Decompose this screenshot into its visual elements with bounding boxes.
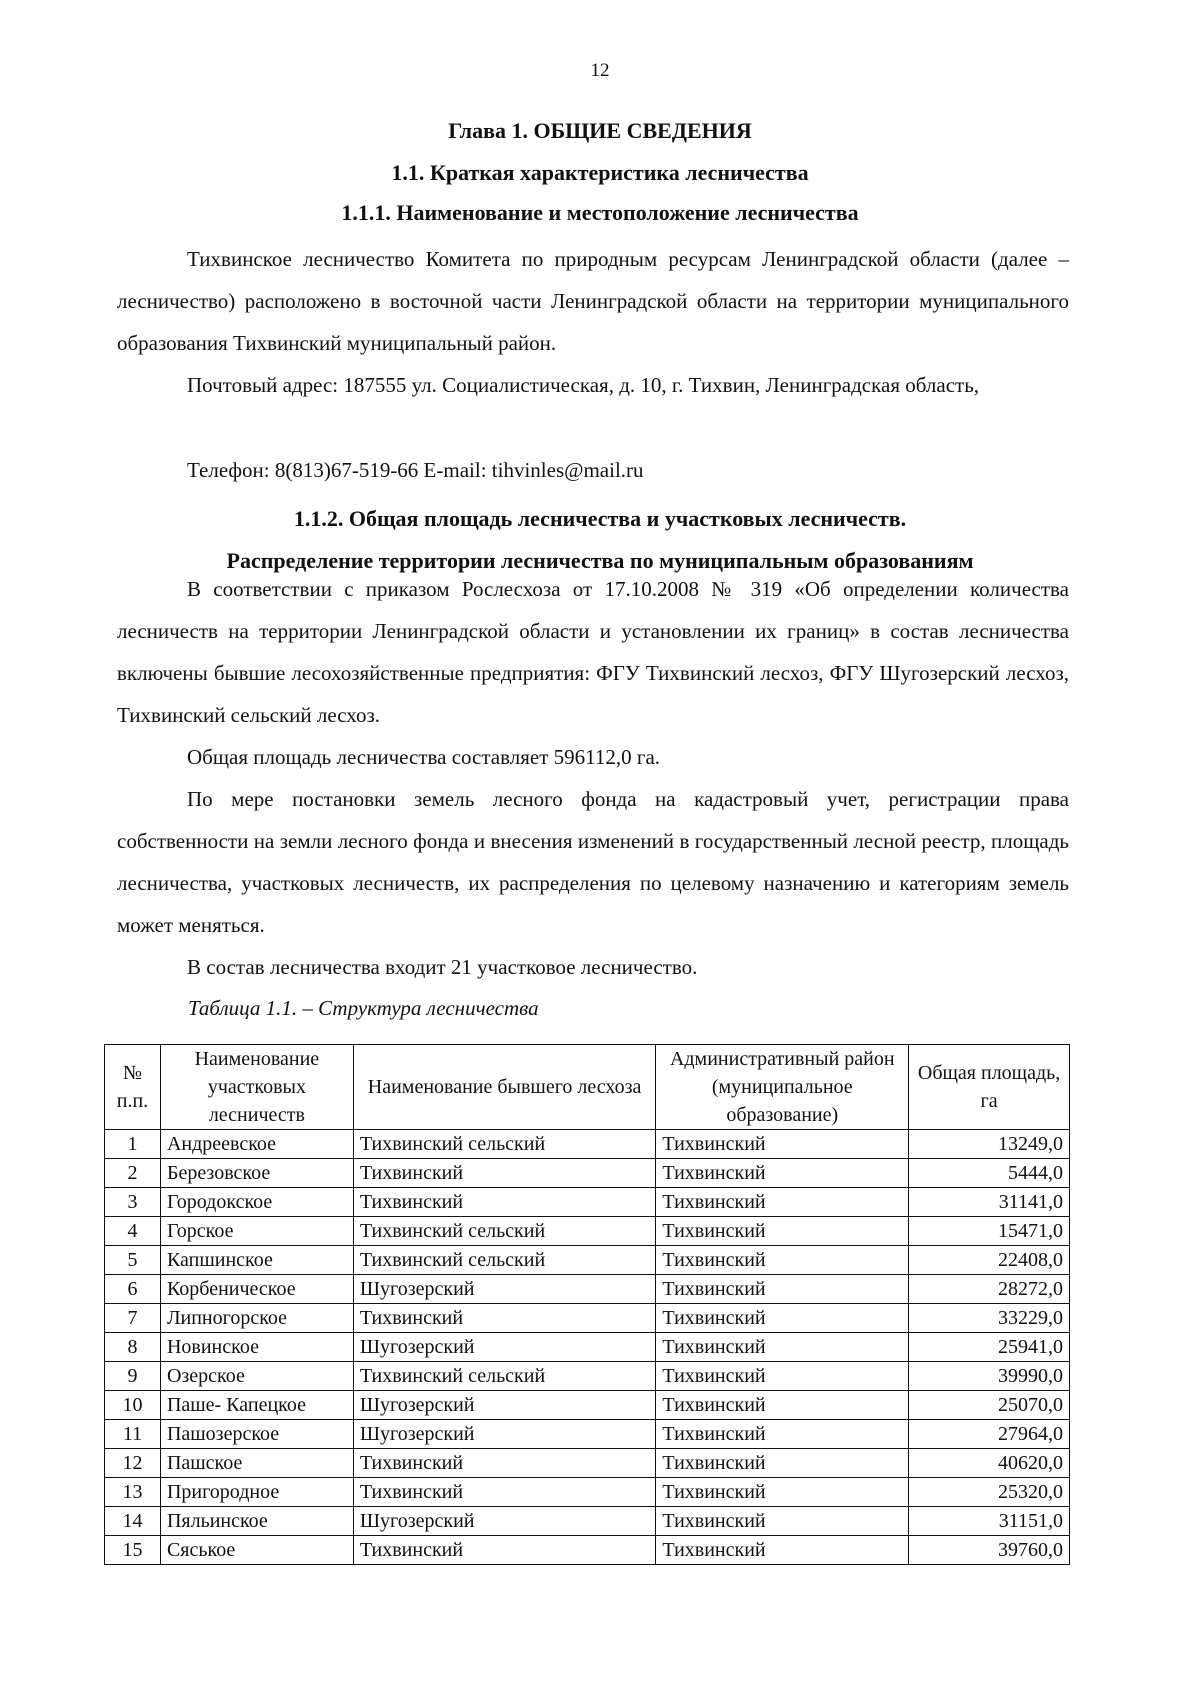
total-area-cell: 5444,0	[909, 1159, 1070, 1188]
table-row	[105, 1246, 1070, 1275]
row-number-cell: 12	[105, 1449, 161, 1478]
admin-district-cell: Тихвинский	[656, 1536, 909, 1565]
district-name-cell: Корбеническое	[160, 1275, 353, 1304]
row-number-cell: 9	[105, 1362, 161, 1391]
admin-district-cell: Тихвинский	[656, 1188, 909, 1217]
total-area-cell: 39760,0	[909, 1536, 1070, 1565]
row-number-cell: 13	[105, 1478, 161, 1507]
district-name-cell: Озерское	[160, 1362, 353, 1391]
total-area-cell: 15471,0	[909, 1217, 1070, 1246]
district-name-cell: Горское	[160, 1217, 353, 1246]
total-area-cell: 31151,0	[909, 1507, 1070, 1536]
table-row	[105, 1449, 1070, 1478]
former-leskhoz-cell: Шугозерский	[353, 1391, 656, 1420]
row-number-cell: 15	[105, 1536, 161, 1565]
table-body	[105, 1130, 1070, 1565]
table-row	[105, 1391, 1070, 1420]
admin-district-cell: Тихвинский	[656, 1449, 909, 1478]
header-former-leskhoz: Наименование бывшего лесхоза	[353, 1045, 656, 1130]
former-leskhoz-cell: Тихвинский	[353, 1449, 656, 1478]
total-area-cell: 22408,0	[909, 1246, 1070, 1275]
header-total-area: Общая площадь, га	[909, 1045, 1070, 1130]
former-leskhoz-cell: Тихвинский сельский	[353, 1362, 656, 1391]
table-header-row	[105, 1045, 1070, 1130]
district-name-cell: Пашозерское	[160, 1420, 353, 1449]
row-number-cell: 14	[105, 1507, 161, 1536]
total-area-cell: 25941,0	[909, 1333, 1070, 1362]
total-area-cell: 28272,0	[909, 1275, 1070, 1304]
table-row	[105, 1478, 1070, 1507]
row-number-cell: 5	[105, 1246, 161, 1275]
paragraph-changes: По мере постановки земель лесного фонда на кадастровый учет, регистрации права собственности на земли лесного фонда и внесения изменений в государственный лесной реестр, площадь лесничества, участковых лесничеств, их распределения по целевому назначению и категориям земель может меняться.	[117, 787, 1069, 937]
header-district-name: Наименование участковых лесничеств	[160, 1045, 353, 1130]
total-area-cell: 25070,0	[909, 1391, 1070, 1420]
district-name-cell: Березовское	[160, 1159, 353, 1188]
total-area-cell: 31141,0	[909, 1188, 1070, 1217]
former-leskhoz-cell: Шугозерский	[353, 1275, 656, 1304]
paragraph-total-area: Общая площадь лесничества составляет 596112,0 га.	[187, 745, 661, 769]
paragraph-count: В состав лесничества входит 21 участковое лесничество.	[187, 955, 698, 979]
paragraph-address: Почтовый адрес: 187555 ул. Социалистическая, д. 10, г. Тихвин, Ленинградская область,	[187, 373, 980, 397]
paragraph-location: Тихвинское лесничество Комитета по природным ресурсам Ленинградской области (далее – лесничество) расположено в восточной части Ленинградской области на территории муниципального образования Тихвинский муниципальный район.	[117, 247, 1069, 355]
admin-district-cell: Тихвинский	[656, 1420, 909, 1449]
table-row	[105, 1536, 1070, 1565]
former-leskhoz-cell: Тихвинский	[353, 1536, 656, 1565]
district-name-cell: Новинское	[160, 1333, 353, 1362]
district-name-cell: Паше- Капецкое	[160, 1391, 353, 1420]
admin-district-cell: Тихвинский	[656, 1159, 909, 1188]
chapter-heading: Глава 1. ОБЩИЕ СВЕДЕНИЯ	[448, 118, 752, 143]
former-leskhoz-cell: Шугозерский	[353, 1333, 656, 1362]
admin-district-cell: Тихвинский	[656, 1217, 909, 1246]
total-area-cell: 40620,0	[909, 1449, 1070, 1478]
admin-district-cell: Тихвинский	[656, 1130, 909, 1159]
former-leskhoz-cell: Тихвинский сельский	[353, 1217, 656, 1246]
district-name-cell: Пашское	[160, 1449, 353, 1478]
admin-district-cell: Тихвинский	[656, 1391, 909, 1420]
row-number-cell: 4	[105, 1217, 161, 1246]
section-heading: 1.1. Краткая характеристика лесничества	[391, 160, 809, 185]
paragraph-order: В соответствии с приказом Рослесхоза от 17.10.2008 № 319 «Об определении количества лесничеств на территории Ленинградской области и установлении их границ» в состав лесничества включены бывшие лесохозяйственные предприятия: ФГУ Тихвинский лесхоз, ФГУ Шугозерский лесхоз, Тихвинский сельский лесхоз.	[117, 577, 1069, 727]
former-leskhoz-cell: Тихвинский	[353, 1478, 656, 1507]
former-leskhoz-cell: Тихвинский	[353, 1159, 656, 1188]
admin-district-cell: Тихвинский	[656, 1362, 909, 1391]
row-number-cell: 1	[105, 1130, 161, 1159]
table-row	[105, 1420, 1070, 1449]
table-caption: Таблица 1.1. – Структура лесничества	[188, 996, 539, 1020]
table-row	[105, 1333, 1070, 1362]
forestry-structure-table	[104, 1044, 1070, 1565]
subsection-heading-location: 1.1.1. Наименование и местоположение лесничества	[341, 200, 859, 225]
subsection-heading-area: 1.1.2. Общая площадь лесничества и участковых лесничеств.	[293, 506, 907, 531]
district-name-cell: Капшинское	[160, 1246, 353, 1275]
table-row	[105, 1275, 1070, 1304]
admin-district-cell: Тихвинский	[656, 1478, 909, 1507]
contact-line: Телефон: 8(813)67-519-66 E-mail: tihvinles@mail.ru	[187, 458, 644, 482]
district-name-cell: Сяськое	[160, 1536, 353, 1565]
total-area-cell: 25320,0	[909, 1478, 1070, 1507]
total-area-cell: 13249,0	[909, 1130, 1070, 1159]
former-leskhoz-cell: Тихвинский сельский	[353, 1246, 656, 1275]
subsection-heading-distribution: Распределение территории лесничества по муниципальным образованиям	[226, 548, 974, 573]
admin-district-cell: Тихвинский	[656, 1246, 909, 1275]
admin-district-cell: Тихвинский	[656, 1507, 909, 1536]
row-number-cell: 10	[105, 1391, 161, 1420]
total-area-cell: 39990,0	[909, 1362, 1070, 1391]
header-admin-district: Административный район (муниципальное образование)	[656, 1045, 909, 1130]
table-row	[105, 1507, 1070, 1536]
admin-district-cell: Тихвинский	[656, 1275, 909, 1304]
row-number-cell: 6	[105, 1275, 161, 1304]
row-number-cell: 2	[105, 1159, 161, 1188]
page-number: 12	[590, 60, 610, 81]
row-number-cell: 8	[105, 1333, 161, 1362]
table-row	[105, 1188, 1070, 1217]
former-leskhoz-cell: Шугозерский	[353, 1420, 656, 1449]
admin-district-cell: Тихвинский	[656, 1304, 909, 1333]
total-area-cell: 27964,0	[909, 1420, 1070, 1449]
former-leskhoz-cell: Тихвинский сельский	[353, 1130, 656, 1159]
district-name-cell: Липногорское	[160, 1304, 353, 1333]
district-name-cell: Городокское	[160, 1188, 353, 1217]
former-leskhoz-cell: Тихвинский	[353, 1304, 656, 1333]
table-row	[105, 1304, 1070, 1333]
district-name-cell: Пригородное	[160, 1478, 353, 1507]
admin-district-cell: Тихвинский	[656, 1333, 909, 1362]
header-number: № п.п.	[105, 1045, 161, 1130]
table-row	[105, 1130, 1070, 1159]
row-number-cell: 11	[105, 1420, 161, 1449]
row-number-cell: 3	[105, 1188, 161, 1217]
table-row	[105, 1362, 1070, 1391]
table-row	[105, 1159, 1070, 1188]
table-row	[105, 1217, 1070, 1246]
former-leskhoz-cell: Тихвинский	[353, 1188, 656, 1217]
row-number-cell: 7	[105, 1304, 161, 1333]
district-name-cell: Андреевское	[160, 1130, 353, 1159]
total-area-cell: 33229,0	[909, 1304, 1070, 1333]
former-leskhoz-cell: Шугозерский	[353, 1507, 656, 1536]
district-name-cell: Пяльинское	[160, 1507, 353, 1536]
